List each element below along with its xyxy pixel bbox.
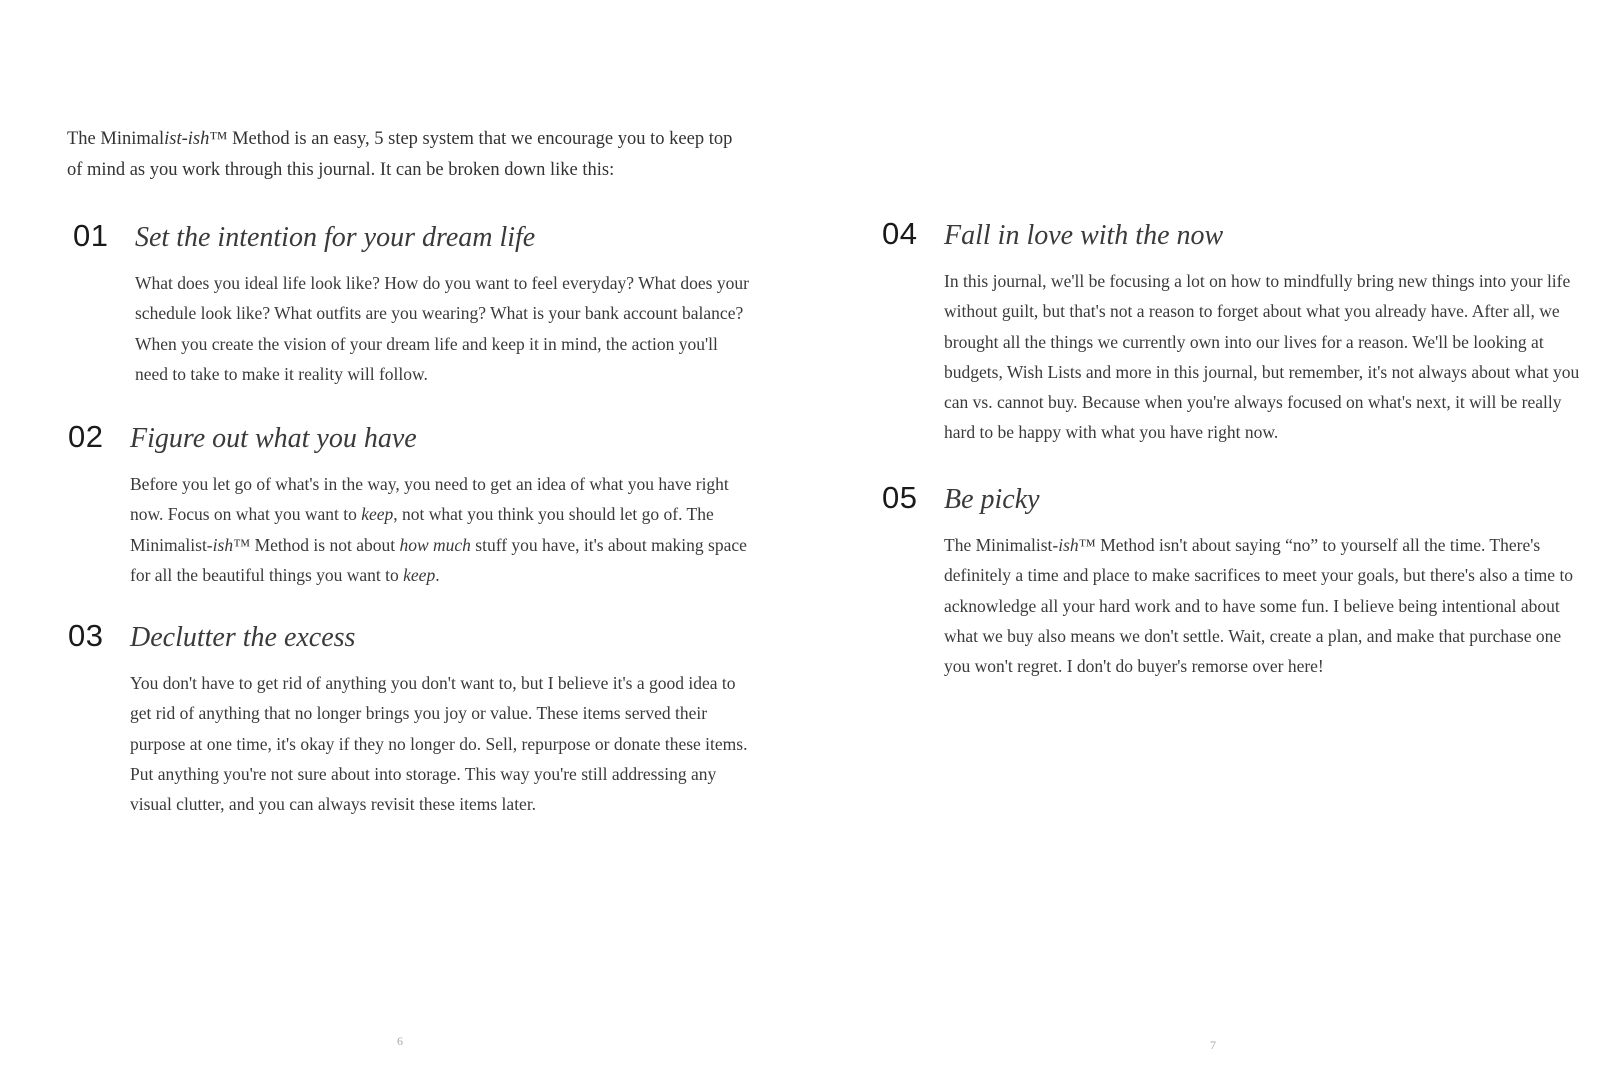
step-title: Set the intention for your dream life (135, 222, 536, 253)
step-number: 04 (882, 216, 918, 251)
step-body: In this journal, we'll be focusing a lot on how to mindfully bring new things into your life without guilt, but that's not a reason to forget about what you already have. After all, we brought all the things we currently own into our lives for a reason. We'll be looking at budgets, Wish Lists and more in this journal, but remember, it's not always about what you can vs. cannot buy. Because when you're always focused on what's next, it will be really hard to be happy with what you have right now. (944, 271, 1580, 443)
step-number: 05 (882, 480, 918, 515)
step-number: 02 (68, 419, 104, 454)
step-heading (68, 616, 753, 658)
intro-paragraph (67, 124, 747, 186)
step-number: 01 (73, 218, 109, 253)
right-page (807, 0, 1614, 1078)
body-text: ™ Method is not about (233, 534, 400, 555)
body-text: stuff you have, it's about making space for all the beautiful things you want to (130, 534, 747, 585)
body-text: . (435, 564, 440, 585)
page-number: 7 (1210, 1038, 1216, 1052)
body-text: Before you let go of what's in the way, you need to get an idea of what you have right now. Focus on what you want to (130, 474, 729, 525)
step-heading (68, 417, 753, 459)
step-03 (68, 616, 753, 819)
body-text-italic: ish (212, 534, 234, 555)
step-number: 03 (68, 618, 104, 653)
page-number: 6 (397, 1034, 403, 1048)
step-heading (882, 214, 1582, 256)
step-title: Be picky (944, 484, 1040, 515)
step-body (944, 530, 1582, 681)
step-01 (73, 216, 753, 389)
step-heading (73, 216, 753, 258)
step-body: What does you ideal life look like? How do you want to feel everyday? What does your schedule look like? What outfits are you wearing? What is your bank account balance? When you create the vision of your dream life and keep it in mind, the action you'll need to take to make it reality will follow. (135, 273, 749, 384)
step-title: Declutter the excess (130, 622, 356, 653)
step-heading (882, 478, 1582, 520)
body-text: ™ Method isn't about saying “no” to yourself all the time. There's definitely a time and place to make sacrifices to meet your goals, but there's also a time to acknowledge all your hard work and to have some fun. I believe being intentional about what we buy also means we don't settle. Wait, create a plan, and make that purchase one you won't regret. I don't do buyer's remorse over here! (944, 535, 1574, 677)
step-04 (882, 214, 1582, 448)
intro-text-italic: ist-ish (164, 129, 210, 149)
intro-text-2: ™ Method is an easy, 5 step system that we encourage you to keep top of mind as you work through this journal. It can be broken down like this: (67, 129, 733, 180)
step-body (130, 469, 753, 590)
body-text: The Minimalist- (944, 535, 1059, 555)
body-text: , not what you think you should let go of. The Minimalist- (130, 504, 714, 555)
body-text-italic: how much (399, 534, 471, 555)
body-text-italic: keep (361, 504, 394, 525)
step-05 (882, 478, 1582, 681)
body-text-italic: keep (403, 564, 436, 585)
step-02 (68, 417, 753, 590)
step-title: Figure out what you have (130, 423, 417, 454)
body-text-italic: ish (1058, 535, 1079, 555)
step-body: You don't have to get rid of anything you don't want to, but I believe it's a good idea to get rid of anything that no longer brings you joy or value. These items served their purpose at one time, it's okay if they no longer do. Sell, repurpose or donate these items. Put anything you're not sure about into storage. This way you're still addressing any visual clutter, and you can always revisit these items later. (130, 673, 748, 815)
step-title: Fall in love with the now (944, 220, 1224, 251)
intro-text-1: The Minimal (67, 129, 165, 149)
